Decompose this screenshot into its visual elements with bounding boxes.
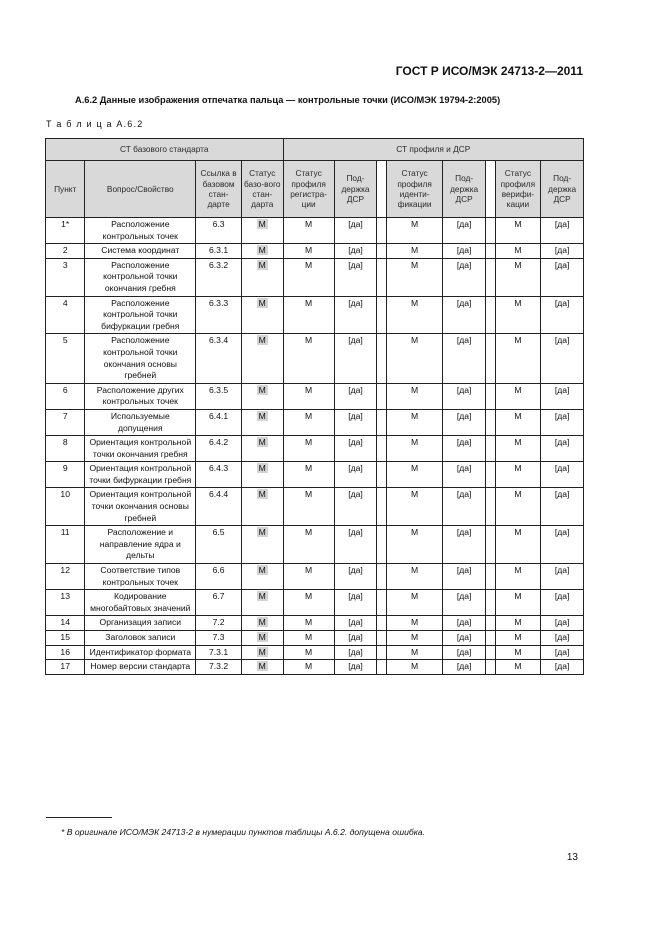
status-value: M	[258, 632, 266, 642]
table-row	[46, 462, 584, 488]
cell-ident: M	[386, 334, 442, 383]
cell-ident-dsr: [да]	[443, 488, 486, 526]
cell-reg: M	[283, 616, 334, 631]
cell-reg: M	[283, 258, 334, 296]
cell-reg-dsr: [да]	[334, 616, 377, 631]
cell-spacer	[377, 409, 387, 435]
col-reg-status: Статус профиля регистра-ции	[283, 161, 334, 218]
cell-spacer	[485, 258, 495, 296]
cell-spacer	[485, 436, 495, 462]
table-row	[46, 296, 584, 334]
table-row	[46, 383, 584, 409]
col-spacer	[485, 161, 495, 218]
cell-spacer	[377, 334, 387, 383]
page-number: 13	[566, 852, 578, 863]
cell-ident-dsr: [да]	[443, 564, 486, 590]
cell-ident: M	[386, 409, 442, 435]
cell-item: 7	[46, 409, 85, 435]
cell-spacer	[485, 616, 495, 631]
cell-status	[241, 590, 283, 616]
cell-status	[241, 436, 283, 462]
cell-item: 1*	[46, 218, 85, 244]
cell-item: 15	[46, 631, 85, 646]
cell-item: 6	[46, 383, 85, 409]
cell-verif: M	[495, 645, 541, 660]
table-row	[46, 218, 584, 244]
cell-item: 9	[46, 462, 85, 488]
cell-spacer	[377, 631, 387, 646]
cell-ref: 6.3.4	[196, 334, 242, 383]
cell-verif-dsr: [да]	[541, 631, 584, 646]
cell-reg: M	[283, 590, 334, 616]
cell-status	[241, 218, 283, 244]
cell-status	[241, 645, 283, 660]
cell-verif-dsr: [да]	[541, 590, 584, 616]
col-spacer	[377, 161, 387, 218]
status-value: M	[258, 527, 266, 538]
cell-question: Ориентация контрольной точки бифуркации гребня	[85, 462, 196, 488]
cell-item: 5	[46, 334, 85, 383]
cell-spacer	[377, 488, 387, 526]
cell-ident-dsr: [да]	[443, 409, 486, 435]
cell-spacer	[485, 660, 495, 675]
cell-reg: M	[283, 526, 334, 564]
col-verif-dsr: Под-держка ДСР	[541, 161, 584, 218]
cell-ident-dsr: [да]	[443, 590, 486, 616]
table-row	[46, 616, 584, 631]
cell-reg-dsr: [да]	[334, 334, 377, 383]
cell-spacer	[485, 409, 495, 435]
cell-question: Расположение и направление ядра и дельты	[85, 526, 196, 564]
cell-verif: M	[495, 218, 541, 244]
cell-reg: M	[283, 296, 334, 334]
cell-question: Кодирование многобайтовых значений	[85, 590, 196, 616]
cell-question: Ориентация контрольной точки окончания гребня	[85, 436, 196, 462]
cell-ident: M	[386, 616, 442, 631]
status-value: M	[258, 219, 266, 229]
cell-ref: 6.3.3	[196, 296, 242, 334]
cell-ident-dsr: [да]	[443, 334, 486, 383]
cell-ident: M	[386, 462, 442, 488]
cell-reg: M	[283, 645, 334, 660]
cell-spacer	[485, 488, 495, 526]
status-value: M	[258, 297, 266, 308]
cell-reg-dsr: [да]	[334, 296, 377, 334]
cell-ref: 6.3	[196, 218, 242, 244]
cell-verif: M	[495, 244, 541, 259]
status-value: M	[258, 661, 266, 672]
section-title: A.6.2 Данные изображения отпечатка пальца — контрольные точки (ИСО/МЭК 19794-2:2005)	[75, 95, 501, 105]
cell-ref: 6.4.1	[196, 409, 242, 435]
cell-reg-dsr: [да]	[334, 645, 377, 660]
cell-ident: M	[386, 258, 442, 296]
cell-status	[241, 660, 283, 675]
cell-spacer	[377, 660, 387, 675]
cell-ident-dsr: [да]	[443, 436, 486, 462]
cell-ref: 6.4.3	[196, 462, 242, 488]
cell-item: 8	[46, 436, 85, 462]
cell-status	[241, 616, 283, 631]
table-row	[46, 258, 584, 296]
group-header-profile: СТ профиля и ДСР	[283, 139, 583, 161]
cell-question: Расположение контрольных точек	[85, 218, 196, 244]
status-value: M	[258, 565, 266, 576]
cell-question: Заголовок записи	[85, 631, 196, 646]
status-value: M	[258, 259, 266, 270]
cell-spacer	[377, 296, 387, 334]
col-ref: Ссылка в базовом стан-дарте	[196, 161, 242, 218]
cell-ident-dsr: [да]	[443, 383, 486, 409]
cell-ident-dsr: [да]	[443, 244, 486, 259]
col-question: Вопрос/Свойство	[85, 161, 196, 218]
cell-spacer	[377, 564, 387, 590]
cell-spacer	[485, 383, 495, 409]
cell-question: Соответствие типов контрольных точек	[85, 564, 196, 590]
cell-verif: M	[495, 631, 541, 646]
cell-reg: M	[283, 564, 334, 590]
cell-verif: M	[495, 590, 541, 616]
cell-verif-dsr: [да]	[541, 526, 584, 564]
cell-reg-dsr: [да]	[334, 590, 377, 616]
cell-reg: M	[283, 462, 334, 488]
cell-status	[241, 296, 283, 334]
table-row	[46, 631, 584, 646]
cell-ref: 7.3	[196, 631, 242, 646]
cell-reg: M	[283, 383, 334, 409]
col-verif-status: Статус профиля верифи-кации	[495, 161, 541, 218]
cell-ref: 7.3.2	[196, 660, 242, 675]
cell-ref: 6.7	[196, 590, 242, 616]
col-ident-status: Статус профиля иденти-фикации	[386, 161, 442, 218]
cell-ident-dsr: [да]	[443, 218, 486, 244]
table-row	[46, 488, 584, 526]
cell-verif: M	[495, 660, 541, 675]
cell-ident-dsr: [да]	[443, 462, 486, 488]
table-row	[46, 244, 584, 259]
table-row	[46, 409, 584, 435]
cell-status	[241, 244, 283, 259]
cell-status	[241, 409, 283, 435]
cell-verif-dsr: [да]	[541, 383, 584, 409]
cell-item: 3	[46, 258, 85, 296]
cell-question: Расположение контрольной точки окончания гребня	[85, 258, 196, 296]
status-value: M	[258, 489, 266, 500]
cell-verif-dsr: [да]	[541, 334, 584, 383]
cell-ident: M	[386, 526, 442, 564]
cell-question: Расположение других контрольных точек	[85, 383, 196, 409]
cell-ref: 6.6	[196, 564, 242, 590]
cell-spacer	[485, 462, 495, 488]
cell-item: 2	[46, 244, 85, 259]
cell-question: Ориентация контрольной точки окончания основы гребней	[85, 488, 196, 526]
cell-item: 12	[46, 564, 85, 590]
cell-verif-dsr: [да]	[541, 660, 584, 675]
cell-verif: M	[495, 616, 541, 631]
cell-ref: 6.5	[196, 526, 242, 564]
cell-spacer	[485, 645, 495, 660]
cell-ident-dsr: [да]	[443, 645, 486, 660]
col-ident-dsr: Под-держка ДСР	[443, 161, 486, 218]
cell-spacer	[485, 296, 495, 334]
cell-spacer	[377, 258, 387, 296]
cell-ident: M	[386, 436, 442, 462]
cell-question: Система координат	[85, 244, 196, 259]
cell-spacer	[377, 218, 387, 244]
table-row	[46, 436, 584, 462]
cell-reg-dsr: [да]	[334, 436, 377, 462]
status-value: M	[258, 335, 266, 346]
cell-item: 14	[46, 616, 85, 631]
cell-spacer	[377, 383, 387, 409]
cell-spacer	[485, 564, 495, 590]
cell-question: Расположение контрольной точки бифуркации гребня	[85, 296, 196, 334]
cell-spacer	[377, 616, 387, 631]
cell-question: Расположение контрольной точки окончания основы гребней	[85, 334, 196, 383]
cell-reg-dsr: [да]	[334, 244, 377, 259]
table-row	[46, 645, 584, 660]
cell-reg-dsr: [да]	[334, 564, 377, 590]
cell-ref: 6.3.1	[196, 244, 242, 259]
cell-spacer	[377, 645, 387, 660]
cell-ident: M	[386, 218, 442, 244]
cell-verif: M	[495, 436, 541, 462]
cell-reg: M	[283, 660, 334, 675]
cell-ident-dsr: [да]	[443, 631, 486, 646]
cell-spacer	[485, 526, 495, 564]
cell-verif: M	[495, 383, 541, 409]
cell-question: Идентификатор формата	[85, 645, 196, 660]
cell-verif: M	[495, 462, 541, 488]
cell-verif-dsr: [да]	[541, 436, 584, 462]
table-caption: Т а б л и ц а A.6.2	[46, 119, 144, 129]
cell-reg: M	[283, 218, 334, 244]
cell-spacer	[377, 436, 387, 462]
cell-item: 4	[46, 296, 85, 334]
cell-spacer	[377, 590, 387, 616]
cell-item: 16	[46, 645, 85, 660]
cell-verif-dsr: [да]	[541, 488, 584, 526]
cell-ref: 6.3.5	[196, 383, 242, 409]
cell-ident: M	[386, 488, 442, 526]
cell-reg-dsr: [да]	[334, 660, 377, 675]
cell-item: 13	[46, 590, 85, 616]
cell-ident-dsr: [да]	[443, 526, 486, 564]
cell-reg-dsr: [да]	[334, 409, 377, 435]
table-row	[46, 660, 584, 675]
cell-verif-dsr: [да]	[541, 258, 584, 296]
status-value: M	[258, 384, 266, 395]
col-status: Статус базо-вого стан-дарта	[241, 161, 283, 218]
cell-reg-dsr: [да]	[334, 631, 377, 646]
cell-spacer	[485, 334, 495, 383]
table-row	[46, 564, 584, 590]
cell-reg: M	[283, 436, 334, 462]
cell-reg-dsr: [да]	[334, 258, 377, 296]
cell-reg-dsr: [да]	[334, 383, 377, 409]
status-value: M	[258, 646, 266, 657]
table-row	[46, 526, 584, 564]
cell-ident: M	[386, 631, 442, 646]
cell-question: Используемые допущения	[85, 409, 196, 435]
cell-verif-dsr: [да]	[541, 296, 584, 334]
cell-reg: M	[283, 334, 334, 383]
cell-spacer	[377, 244, 387, 259]
cell-ref: 7.2	[196, 616, 242, 631]
cell-reg: M	[283, 409, 334, 435]
cell-ident-dsr: [да]	[443, 296, 486, 334]
cell-ref: 6.3.2	[196, 258, 242, 296]
cell-status	[241, 462, 283, 488]
cell-ref: 6.4.2	[196, 436, 242, 462]
cell-status	[241, 564, 283, 590]
cell-spacer	[377, 526, 387, 564]
cell-verif-dsr: [да]	[541, 218, 584, 244]
standard-header: ГОСТ Р ИСО/МЭК 24713-2—2011	[395, 64, 583, 78]
table-body	[46, 218, 584, 675]
cell-spacer	[377, 462, 387, 488]
cell-verif: M	[495, 564, 541, 590]
cell-status	[241, 631, 283, 646]
cell-status	[241, 258, 283, 296]
cell-verif: M	[495, 258, 541, 296]
cell-status	[241, 526, 283, 564]
cell-verif: M	[495, 526, 541, 564]
cell-verif-dsr: [да]	[541, 645, 584, 660]
cell-status	[241, 334, 283, 383]
cell-ident: M	[386, 296, 442, 334]
cell-reg: M	[283, 631, 334, 646]
cell-verif-dsr: [да]	[541, 244, 584, 259]
status-value: M	[258, 463, 266, 474]
cell-ident: M	[386, 244, 442, 259]
table-row	[46, 590, 584, 616]
cell-ident-dsr: [да]	[443, 660, 486, 675]
cell-ident: M	[386, 564, 442, 590]
cell-reg: M	[283, 244, 334, 259]
cell-item: 11	[46, 526, 85, 564]
cell-verif: M	[495, 488, 541, 526]
cell-item: 17	[46, 660, 85, 675]
status-value: M	[258, 437, 266, 448]
cell-verif: M	[495, 296, 541, 334]
cell-ident-dsr: [да]	[443, 616, 486, 631]
cell-ident: M	[386, 383, 442, 409]
cell-item: 10	[46, 488, 85, 526]
status-value: M	[258, 591, 266, 602]
col-item: Пункт	[46, 161, 85, 218]
cell-question: Номер версии стандарта	[85, 660, 196, 675]
footnote: * В оригинале ИСО/МЭК 24713-2 в нумерации пунктов таблицы А.6.2. допущена ошибка.	[61, 827, 425, 837]
cell-spacer	[485, 244, 495, 259]
cell-verif: M	[495, 334, 541, 383]
cell-reg-dsr: [да]	[334, 526, 377, 564]
cell-reg-dsr: [да]	[334, 462, 377, 488]
cell-verif-dsr: [да]	[541, 616, 584, 631]
requirements-table	[45, 138, 584, 675]
status-value: M	[258, 245, 266, 256]
cell-ident: M	[386, 660, 442, 675]
table-row	[46, 334, 584, 383]
col-reg-dsr: Под-держка ДСР	[334, 161, 377, 218]
cell-verif: M	[495, 409, 541, 435]
cell-ref: 6.4.4	[196, 488, 242, 526]
cell-ident-dsr: [да]	[443, 258, 486, 296]
cell-spacer	[485, 590, 495, 616]
cell-verif-dsr: [да]	[541, 409, 584, 435]
cell-reg-dsr: [да]	[334, 218, 377, 244]
cell-ident: M	[386, 645, 442, 660]
cell-spacer	[485, 631, 495, 646]
cell-spacer	[485, 218, 495, 244]
cell-verif-dsr: [да]	[541, 462, 584, 488]
footnote-separator	[46, 817, 112, 818]
group-header-base: СТ базового стандарта	[46, 139, 284, 161]
cell-ref: 7.3.1	[196, 645, 242, 660]
status-value: M	[258, 617, 266, 628]
cell-status	[241, 383, 283, 409]
cell-question: Организация записи	[85, 616, 196, 631]
cell-verif-dsr: [да]	[541, 564, 584, 590]
cell-ident: M	[386, 590, 442, 616]
status-value: M	[258, 410, 266, 421]
cell-reg-dsr: [да]	[334, 488, 377, 526]
cell-reg: M	[283, 488, 334, 526]
cell-status	[241, 488, 283, 526]
